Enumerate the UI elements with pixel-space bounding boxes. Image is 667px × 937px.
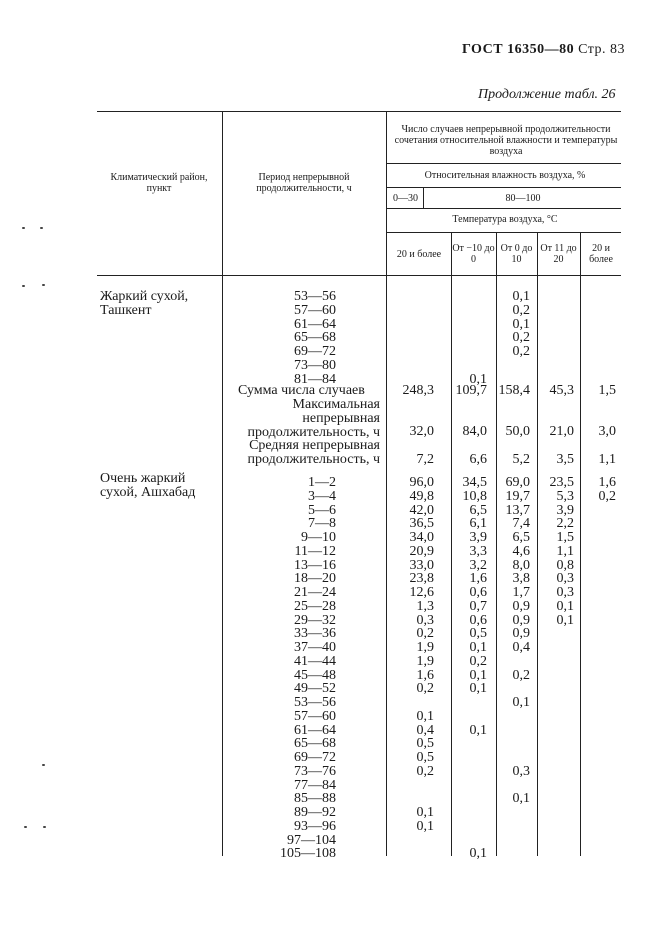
table-cell: 6,5	[469, 502, 487, 518]
max-value: 21,0	[549, 424, 574, 439]
table-cell: 0,8	[556, 557, 574, 573]
header-period: Период непрерывной продолжительности, ч	[256, 172, 352, 194]
table-cell: 0,2	[416, 681, 434, 697]
table-cell: 20,9	[409, 543, 434, 559]
period-range: 41—44	[294, 653, 336, 669]
table-cell: 33,0	[409, 557, 434, 573]
region-ashkhabad: Очень жаркий сухой, Ашхабад	[100, 471, 196, 500]
period-range: 69—72	[294, 344, 336, 359]
period-range: 18—20	[294, 571, 336, 587]
humidity-rule-top	[387, 163, 621, 164]
header-humidity-low: 0—30	[393, 193, 418, 204]
period-range: 29—32	[294, 612, 336, 628]
period-range: 33—36	[294, 626, 336, 642]
period-range: 13—16	[294, 557, 336, 573]
scan-speck	[42, 284, 45, 286]
table-cell: 1,7	[512, 585, 530, 600]
table-cell: 1,3	[416, 598, 434, 614]
table-cell: 0,1	[512, 316, 530, 332]
table-cell: 34,5	[462, 475, 487, 490]
avg-value: 1,1	[598, 452, 616, 467]
table-cell: 0,4	[512, 640, 530, 655]
period-range: 1—2	[308, 475, 336, 490]
table-cell: 0,3	[556, 571, 574, 587]
table-cell: 36,5	[409, 516, 434, 532]
table-cell: 0,1	[469, 640, 487, 655]
table-cell: 0,1	[512, 791, 530, 807]
temperature-rule-bottom	[387, 232, 621, 233]
header-region: Климатический район, пункт	[110, 172, 208, 194]
period-range: 73—80	[294, 357, 336, 373]
period-range: 53—56	[294, 289, 336, 304]
table-cell: 0,2	[512, 344, 530, 359]
table-cell: 0,5	[416, 750, 434, 765]
period-range: 37—40	[294, 640, 336, 655]
scan-speck	[22, 285, 25, 287]
table-cell: 0,9	[512, 612, 530, 628]
table-cell: 3,3	[469, 543, 487, 559]
table-cell: 8,0	[512, 557, 530, 573]
table-cell: 0,2	[512, 667, 530, 683]
scan-speck	[22, 227, 25, 229]
table-cell: 49,8	[409, 488, 434, 504]
range-rule-bottom	[387, 208, 621, 209]
period-range: 65—68	[294, 736, 336, 752]
table-cell: 0,5	[469, 626, 487, 642]
period-range: 61—64	[294, 722, 336, 738]
table-cell: 3,8	[512, 571, 530, 587]
col-divider-region	[222, 111, 223, 856]
table-cell: 19,7	[505, 488, 530, 504]
sum-value: 248,3	[402, 383, 434, 398]
table-cell: 0,2	[469, 653, 487, 669]
max-value: 32,0	[409, 424, 434, 439]
table-cell: 0,6	[469, 612, 487, 628]
period-range: 11—12	[294, 543, 336, 559]
table-cell: 6,1	[469, 516, 487, 532]
avg-value: 6,6	[469, 452, 487, 467]
sum-value: 158,4	[498, 383, 530, 398]
period-range: 93—96	[294, 818, 336, 834]
scan-speck	[42, 764, 45, 766]
period-range: 89—92	[294, 805, 336, 820]
header-temp-col2: От −10 до 0	[452, 243, 495, 265]
standard-number: ГОСТ 16350—80	[462, 42, 575, 57]
sum-value: 109,7	[455, 383, 487, 398]
header-temp-col1: 20 и более	[396, 249, 442, 260]
table-cell: 1,9	[416, 640, 434, 655]
table-cell: 0,4	[416, 722, 434, 738]
table-cell: 23,8	[409, 571, 434, 587]
table-cell: 0,3	[416, 612, 434, 628]
period-range: 3—4	[308, 488, 336, 504]
period-range: 49—52	[294, 681, 336, 697]
table-cell: 0,2	[416, 626, 434, 642]
avg-label: Средняя непрерывная продолжительность, ч	[247, 438, 380, 467]
header-temperature: Температура воздуха, °С	[452, 214, 558, 225]
table-cell: 2,2	[556, 516, 574, 532]
table-cell: 0,6	[469, 585, 487, 600]
header-humidity: Относительная влажность воздуха, %	[424, 170, 586, 181]
page-number: Стр. 83	[578, 42, 626, 57]
page-header	[462, 42, 625, 58]
period-range: 5—6	[308, 502, 336, 518]
period-range: 9—10	[301, 530, 336, 545]
table-cell: 13,7	[505, 502, 530, 518]
max-value: 50,0	[505, 424, 530, 439]
header-cases: Число случаев непрерывной продолжительности сочетания относительной влажности и температуры воздуха	[394, 124, 618, 157]
continuation-caption: Продолжение табл. 26	[478, 87, 616, 102]
period-range: 7—8	[308, 516, 336, 532]
col-divider-range	[423, 187, 424, 208]
table-cell: 1,6	[416, 667, 434, 683]
max-value: 84,0	[462, 424, 487, 439]
table-cell: 3,9	[556, 502, 574, 518]
table-cell: 3,9	[469, 530, 487, 545]
avg-value: 7,2	[416, 452, 434, 467]
sum-value: 1,5	[598, 383, 616, 398]
period-range: 25—28	[294, 598, 336, 614]
avg-value: 3,5	[556, 452, 574, 467]
table-cell: 0,1	[469, 681, 487, 697]
table-cell: 0,1	[416, 708, 434, 724]
table-cell: 0,2	[416, 763, 434, 779]
period-range: 21—24	[294, 585, 336, 600]
period-range: 57—60	[294, 302, 336, 318]
table-cell: 0,1	[512, 289, 530, 304]
table-cell: 69,0	[505, 475, 530, 490]
table-cell: 34,0	[409, 530, 434, 545]
table-cell: 0,2	[598, 488, 616, 504]
period-range: 53—56	[294, 695, 336, 710]
table-cell: 3,2	[469, 557, 487, 573]
table-cell: 0,1	[416, 818, 434, 834]
table-cell: 42,0	[409, 502, 434, 518]
table-cell: 0,1	[469, 667, 487, 683]
table-cell: 0,7	[469, 598, 487, 614]
table-cell: 1,9	[416, 653, 434, 669]
table-cell: 0,1	[416, 805, 434, 820]
header-temp-col3: От 0 до 10	[500, 243, 533, 265]
period-range: 85—88	[294, 791, 336, 807]
table-cell: 0,1	[512, 695, 530, 710]
header-temp-col5: 20 и более	[589, 243, 613, 265]
max-label: Максимальная непрерывная продолжительность, ч	[247, 397, 380, 440]
table-cell: 5,3	[556, 488, 574, 504]
table-cell: 1,1	[556, 543, 574, 559]
table-cell: 4,6	[512, 543, 530, 559]
table-cell: 96,0	[409, 475, 434, 490]
period-range: 45—48	[294, 667, 336, 683]
period-range: 73—76	[294, 763, 336, 779]
table-cell: 0,1	[556, 598, 574, 614]
table-cell: 7,4	[512, 516, 530, 532]
period-range: 69—72	[294, 750, 336, 765]
table-cell: 10,8	[462, 488, 487, 504]
table-cell: 1,6	[598, 475, 616, 490]
scan-speck	[24, 826, 27, 828]
table-cell: 0,3	[556, 585, 574, 600]
table-cell: 0,1	[469, 371, 487, 387]
period-range: 61—64	[294, 316, 336, 332]
table-cell: 0,5	[416, 736, 434, 752]
table-cell: 0,1	[556, 612, 574, 628]
table-cell: 0,9	[512, 598, 530, 614]
region-tashkent: Жаркий сухой, Ташкент	[100, 289, 189, 318]
table-cell: 1,6	[469, 571, 487, 587]
table-cell: 0,2	[512, 302, 530, 318]
table-cell: 23,5	[549, 475, 574, 490]
table-cell: 0,3	[512, 763, 530, 779]
col-divider-t4	[580, 232, 581, 856]
table-cell: 0,1	[469, 722, 487, 738]
sum-value: 45,3	[549, 383, 574, 398]
header-bottom-rule	[97, 275, 621, 276]
table-cell: 1,5	[556, 530, 574, 545]
table-cell: 6,5	[512, 530, 530, 545]
period-range: 65—68	[294, 330, 336, 346]
table-cell: 0,9	[512, 626, 530, 642]
period-range: 105—108	[280, 846, 336, 862]
table-cell: 0,2	[512, 330, 530, 346]
scan-speck	[40, 227, 43, 229]
period-range: 77—84	[294, 777, 336, 793]
scan-speck	[43, 826, 46, 828]
header-humidity-high: 80—100	[505, 193, 541, 204]
period-range: 97—104	[287, 832, 336, 848]
sum-label: Сумма числа случаев	[238, 383, 365, 398]
table-top-rule	[97, 111, 621, 112]
header-temp-col4: От 11 до 20	[540, 243, 577, 265]
table-cell: 12,6	[409, 585, 434, 600]
avg-value: 5,2	[512, 452, 530, 467]
period-range: 81—84	[294, 371, 336, 387]
period-range: 57—60	[294, 708, 336, 724]
max-value: 3,0	[598, 424, 616, 439]
table-cell: 0,1	[469, 846, 487, 862]
